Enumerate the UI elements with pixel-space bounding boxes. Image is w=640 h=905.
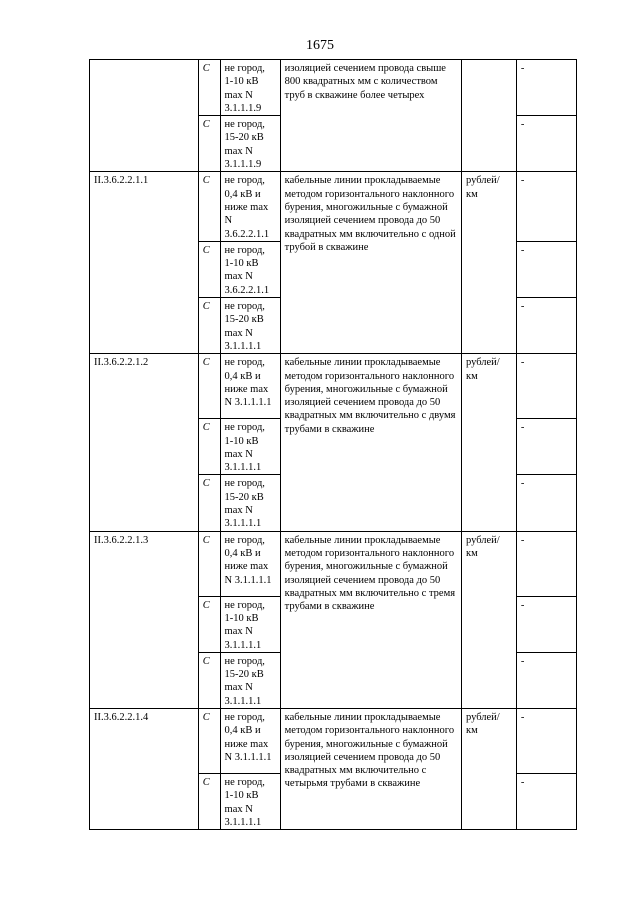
unit-cell: рублей/ км bbox=[461, 172, 516, 354]
value-cell: - bbox=[516, 298, 576, 354]
value-cell: - bbox=[516, 241, 576, 297]
table-row bbox=[90, 354, 577, 419]
symbol-cell: C bbox=[198, 354, 220, 419]
value-cell: - bbox=[516, 475, 576, 531]
symbol-cell: C bbox=[198, 773, 220, 829]
table-row bbox=[90, 60, 577, 116]
value-cell: - bbox=[516, 773, 576, 829]
description-cell: изоляцией сечением провода свыше 800 квадратных мм с количеством труб в скважине более четырех bbox=[280, 60, 461, 172]
symbol-cell: C bbox=[198, 531, 220, 596]
description-cell: кабельные линии прокладываемые методом горизонтального наклонного бурения, многожильные с бумажной изоляцией сечением провода до 50 квадратных мм включительно с тремя трубами в скважине bbox=[280, 531, 461, 708]
condition-cell: не город, 15-20 кВ max N 3.1.1.1.9 bbox=[220, 116, 280, 172]
condition-cell: не город, 15-20 кВ max N 3.1.1.1.1 bbox=[220, 652, 280, 708]
value-cell: - bbox=[516, 596, 576, 652]
value-cell: - bbox=[516, 531, 576, 596]
unit-cell: рублей/ км bbox=[461, 531, 516, 708]
condition-cell: не город, 1-10 кВ max N 3.1.1.1.1 bbox=[220, 419, 280, 475]
value-cell: - bbox=[516, 652, 576, 708]
symbol-cell: C bbox=[198, 116, 220, 172]
row-code: II.3.6.2.2.1.4 bbox=[90, 708, 199, 829]
condition-cell: не город, 15-20 кВ max N 3.1.1.1.1 bbox=[220, 475, 280, 531]
condition-cell: не город, 15-20 кВ max N 3.1.1.1.1 bbox=[220, 298, 280, 354]
description-cell: кабельные линии прокладываемые методом горизонтального наклонного бурения, многожильные с бумажной изоляцией сечением провода до 50 квадратных мм включительно с одной трубой в скважине bbox=[280, 172, 461, 354]
symbol-cell: C bbox=[198, 172, 220, 241]
symbol-cell: C bbox=[198, 419, 220, 475]
condition-cell: не город, 0,4 кВ и ниже max N 3.6.2.2.1.1 bbox=[220, 172, 280, 241]
condition-cell: не город, 1-10 кВ max N 3.1.1.1.9 bbox=[220, 60, 280, 116]
symbol-cell: C bbox=[198, 708, 220, 773]
value-cell: - bbox=[516, 419, 576, 475]
row-code: II.3.6.2.2.1.3 bbox=[90, 531, 199, 708]
unit-cell: рублей/ км bbox=[461, 708, 516, 829]
value-cell: - bbox=[516, 172, 576, 241]
table-row bbox=[90, 708, 577, 773]
unit-cell: рублей/ км bbox=[461, 354, 516, 531]
condition-cell: не город, 0,4 кВ и ниже max N 3.1.1.1.1 bbox=[220, 531, 280, 596]
value-cell: - bbox=[516, 708, 576, 773]
tariff-table bbox=[89, 59, 577, 830]
condition-cell: не город, 1-10 кВ max N 3.1.1.1.1 bbox=[220, 596, 280, 652]
symbol-cell: C bbox=[198, 60, 220, 116]
unit-cell bbox=[461, 60, 516, 172]
page-number: 1675 bbox=[306, 38, 334, 53]
value-cell: - bbox=[516, 116, 576, 172]
condition-cell: не город, 0,4 кВ и ниже max N 3.1.1.1.1 bbox=[220, 708, 280, 773]
value-cell: - bbox=[516, 354, 576, 419]
description-cell: кабельные линии прокладываемые методом горизонтального наклонного бурения, многожильные с бумажной изоляцией сечением провода до 50 квадратных мм включительно с двумя трубами в скважине bbox=[280, 354, 461, 531]
symbol-cell: C bbox=[198, 596, 220, 652]
condition-cell: не город, 1-10 кВ max N 3.1.1.1.1 bbox=[220, 773, 280, 829]
condition-cell: не город, 0,4 кВ и ниже max N 3.1.1.1.1 bbox=[220, 354, 280, 419]
row-code: II.3.6.2.2.1.2 bbox=[90, 354, 199, 531]
condition-cell: не город, 1-10 кВ max N 3.6.2.2.1.1 bbox=[220, 241, 280, 297]
description-cell: кабельные линии прокладываемые методом горизонтального наклонного бурения, многожильные с бумажной изоляцией сечением провода до 50 квадратных мм включительно с четырьмя трубами в скважине bbox=[280, 708, 461, 829]
row-code: II.3.6.2.2.1.1 bbox=[90, 172, 199, 354]
symbol-cell: C bbox=[198, 298, 220, 354]
table-row bbox=[90, 172, 577, 241]
symbol-cell: C bbox=[198, 475, 220, 531]
symbol-cell: C bbox=[198, 241, 220, 297]
value-cell: - bbox=[516, 60, 576, 116]
symbol-cell: C bbox=[198, 652, 220, 708]
row-code bbox=[90, 60, 199, 172]
table-row bbox=[90, 531, 577, 596]
